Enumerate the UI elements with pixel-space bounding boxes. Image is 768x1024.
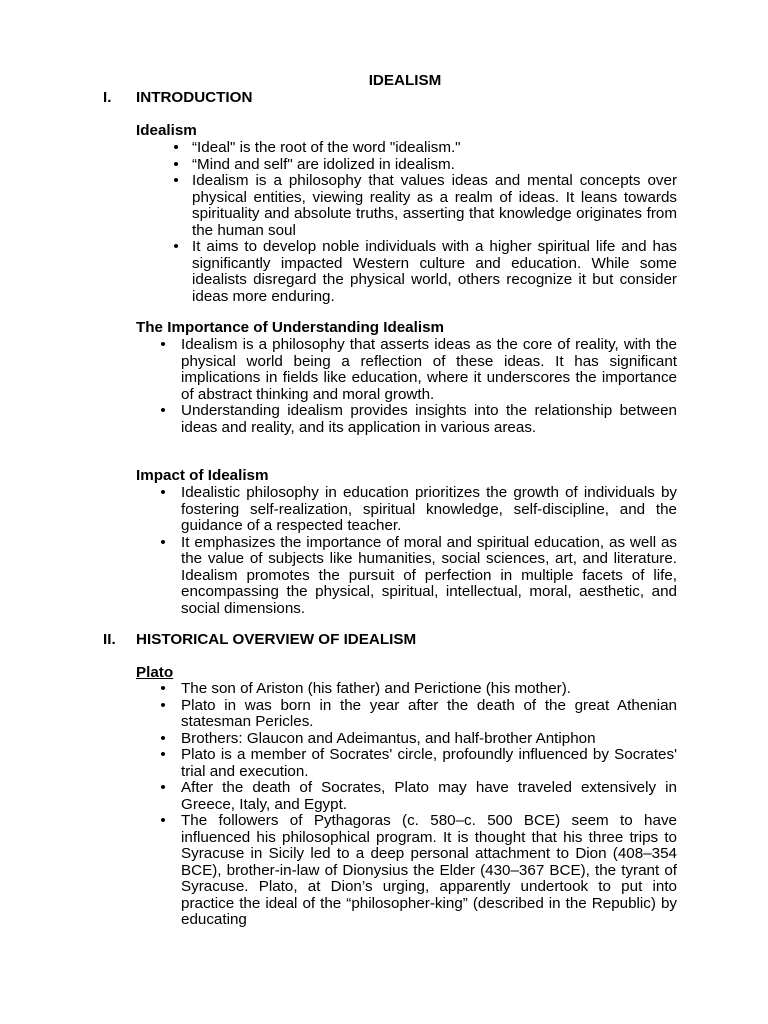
list-item: • Idealism is a philosophy that values ideas and mental concepts over physical entities, viewing reality as a realm of ideas. It leans towards spirituality and absolute truths, asserting that knowledge originates from the human soul (192, 173, 677, 239)
bullet-icon: • (160, 680, 166, 697)
bullet-icon: • (160, 336, 166, 353)
subsection-heading-impact: Impact of Idealism (136, 467, 269, 484)
list-item: • Plato in was born in the year after the death of the great Athenian statesman Pericles. (181, 698, 677, 731)
list-item: • It emphasizes the importance of moral and spiritual education, as well as the value of subjects like humanities, social sciences, art, and literature. Idealism promotes the pursuit of perfection in multiple facets of life, encompassing the physical, spiritual, intellectual, moral, aesthetic, and social dimensions. (181, 535, 677, 618)
subsection-heading-importance: The Importance of Understanding Idealism (136, 319, 445, 336)
section-number: II. (103, 631, 116, 648)
bullet-icon: • (160, 779, 166, 796)
document-title: IDEALISM (368, 72, 442, 89)
list-item: • Idealism is a philosophy that asserts ideas as the core of reality, with the physical world being a reflection of these ideas. It has significant implications in fields like education, where it underscores the importance of abstract thinking and moral growth. (181, 337, 677, 403)
section-heading-introduction (103, 90, 252, 107)
bullet-icon: • (173, 172, 179, 189)
section-title: INTRODUCTION (136, 89, 253, 106)
list-item: • “Ideal" is the root of the word "idealism." (192, 140, 677, 157)
list-item: • After the death of Socrates, Plato may have traveled extensively in Greece, Italy, and Egypt. (181, 780, 677, 813)
section-title: HISTORICAL OVERVIEW OF IDEALISM (136, 631, 417, 648)
bullet-icon: • (160, 533, 166, 551)
bullet-list-plato (160, 680, 677, 929)
subsection-heading-plato: Plato (136, 664, 174, 681)
bullet-list-impact (160, 484, 677, 617)
subsection-heading-idealism: Idealism (136, 122, 197, 139)
list-item: • Brothers: Glaucon and Adeimantus, and half-brother Antiphon (181, 731, 677, 748)
bullet-icon: • (160, 746, 166, 763)
bullet-icon: • (173, 155, 179, 173)
bullet-list-idealism (173, 139, 677, 305)
bullet-list-importance (160, 336, 677, 436)
section-number: I. (103, 89, 112, 106)
bullet-icon: • (160, 696, 166, 714)
bullet-icon: • (173, 139, 179, 156)
list-item: • Idealistic philosophy in education prioritizes the growth of individuals by fostering self-realization, spiritual knowledge, self-discipline, and the guidance of a respected teacher. (181, 485, 677, 535)
list-item: • “Mind and self" are idolized in idealism. (192, 157, 677, 174)
list-item: • The followers of Pythagoras (c. 580–c. 500 BCE) seem to have influenced his philosophical program. It is thought that his three trips to Syracuse in Sicily led to a deep personal attachment to Dion (408–354 BCE), brother-in-law of Dionysius the Elder (430–367 BCE), the tyrant of Syracuse. Plato, at Dion’s urging, apparently undertook to put into practice the ideal of the “philosopher-king” (described in the Republic) by educating (181, 813, 677, 929)
bullet-icon: • (160, 729, 166, 747)
bullet-icon: • (160, 812, 166, 829)
section-heading-historical-overview (103, 632, 416, 649)
bullet-icon: • (173, 238, 179, 255)
bullet-icon: • (160, 402, 166, 419)
list-item: • Understanding idealism provides insights into the relationship between ideas and reality, and its application in various areas. (181, 403, 677, 436)
bullet-icon: • (160, 484, 166, 501)
list-item: • Plato is a member of Socrates' circle, profoundly influenced by Socrates' trial and execution. (181, 747, 677, 780)
list-item: • The son of Ariston (his father) and Perictione (his mother). (181, 681, 677, 698)
list-item: • It aims to develop noble individuals with a higher spiritual life and has significantly impacted Western culture and education. While some idealists disregard the physical world, others recognize it but consider ideas more enduring. (192, 239, 677, 305)
